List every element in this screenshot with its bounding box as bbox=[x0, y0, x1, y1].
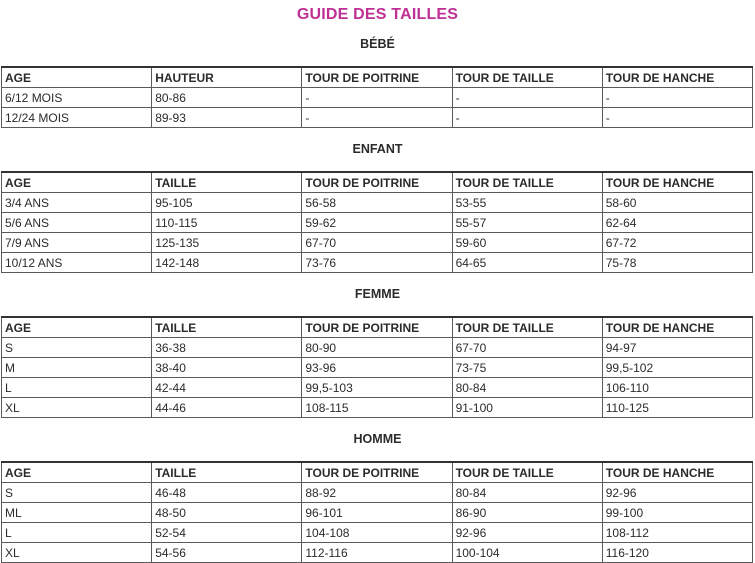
table-header-row bbox=[2, 462, 753, 483]
table-row bbox=[2, 543, 753, 563]
table-cell: 80-84 bbox=[452, 483, 602, 503]
table-cell: 99,5-102 bbox=[602, 358, 752, 378]
section-heading-femme: FEMME bbox=[354, 287, 401, 301]
table-cell: 94-97 bbox=[602, 338, 752, 358]
column-header: TOUR DE TAILLE bbox=[452, 317, 602, 338]
table-cell: 62-64 bbox=[602, 213, 752, 233]
table-cell: 6/12 MOIS bbox=[2, 88, 152, 108]
table-cell: 56-58 bbox=[302, 193, 452, 213]
table-cell: S bbox=[2, 483, 152, 503]
table-cell: 106-110 bbox=[602, 378, 752, 398]
table-cell: 80-86 bbox=[152, 88, 302, 108]
table-cell: 36-38 bbox=[152, 338, 302, 358]
table-cell: 3/4 ANS bbox=[2, 193, 152, 213]
column-header: TOUR DE HANCHE bbox=[602, 67, 752, 88]
table-cell: 42-44 bbox=[152, 378, 302, 398]
page-title: GUIDE DES TAILLES bbox=[296, 6, 459, 23]
table-cell: 7/9 ANS bbox=[2, 233, 152, 253]
table-cell: 58-60 bbox=[602, 193, 752, 213]
size-table-homme bbox=[1, 461, 753, 563]
table-cell: 73-75 bbox=[452, 358, 602, 378]
table-header-row bbox=[2, 67, 753, 88]
column-header: TOUR DE POITRINE bbox=[302, 67, 452, 88]
table-cell: 108-112 bbox=[602, 523, 752, 543]
table-cell: - bbox=[302, 88, 452, 108]
column-header: TOUR DE TAILLE bbox=[452, 67, 602, 88]
table-cell: 95-105 bbox=[152, 193, 302, 213]
table-cell: 110-115 bbox=[152, 213, 302, 233]
table-cell: 80-90 bbox=[302, 338, 452, 358]
table-row bbox=[2, 503, 753, 523]
column-header: TOUR DE TAILLE bbox=[452, 462, 602, 483]
table-cell: 99-100 bbox=[602, 503, 752, 523]
table-cell: 142-148 bbox=[152, 253, 302, 273]
column-header: TOUR DE HANCHE bbox=[602, 317, 752, 338]
table-header-row bbox=[2, 317, 753, 338]
table-cell: 54-56 bbox=[152, 543, 302, 563]
table-cell: - bbox=[602, 88, 752, 108]
table-row bbox=[2, 233, 753, 253]
table-row bbox=[2, 378, 753, 398]
table-cell: 92-96 bbox=[452, 523, 602, 543]
table-cell: 99,5-103 bbox=[302, 378, 452, 398]
table-cell: 80-84 bbox=[452, 378, 602, 398]
table-cell: 96-101 bbox=[302, 503, 452, 523]
column-header: HAUTEUR bbox=[152, 67, 302, 88]
table-cell: S bbox=[2, 338, 152, 358]
table-cell: 100-104 bbox=[452, 543, 602, 563]
column-header: AGE bbox=[2, 67, 152, 88]
section-homme bbox=[0, 433, 755, 563]
size-guide-page bbox=[0, 6, 755, 560]
table-cell: - bbox=[302, 108, 452, 128]
table-row bbox=[2, 398, 753, 418]
table-row bbox=[2, 358, 753, 378]
table-row bbox=[2, 88, 753, 108]
table-row bbox=[2, 253, 753, 273]
table-row bbox=[2, 483, 753, 503]
table-cell: 59-62 bbox=[302, 213, 452, 233]
table-cell: XL bbox=[2, 543, 152, 563]
size-table-femme bbox=[1, 316, 753, 418]
column-header: TAILLE bbox=[152, 172, 302, 193]
table-cell: XL bbox=[2, 398, 152, 418]
column-header: AGE bbox=[2, 172, 152, 193]
section-heading-homme: HOMME bbox=[353, 432, 402, 446]
table-header-row bbox=[2, 172, 753, 193]
table-cell: 53-55 bbox=[452, 193, 602, 213]
table-cell: 108-115 bbox=[302, 398, 452, 418]
table-cell: - bbox=[452, 88, 602, 108]
table-cell: 44-46 bbox=[152, 398, 302, 418]
column-header: TOUR DE HANCHE bbox=[602, 172, 752, 193]
table-cell: 73-76 bbox=[302, 253, 452, 273]
column-header: AGE bbox=[2, 317, 152, 338]
size-table-bebe bbox=[1, 66, 753, 128]
table-cell: - bbox=[602, 108, 752, 128]
table-cell: 67-70 bbox=[302, 233, 452, 253]
column-header: AGE bbox=[2, 462, 152, 483]
table-cell: 110-125 bbox=[602, 398, 752, 418]
table-cell: 112-116 bbox=[302, 543, 452, 563]
column-header: TOUR DE POITRINE bbox=[302, 317, 452, 338]
table-cell: 86-90 bbox=[452, 503, 602, 523]
table-cell: 104-108 bbox=[302, 523, 452, 543]
table-cell: 88-92 bbox=[302, 483, 452, 503]
section-heading-enfant: ENFANT bbox=[352, 142, 403, 156]
column-header: TOUR DE POITRINE bbox=[302, 462, 452, 483]
section-enfant bbox=[0, 143, 755, 273]
table-row bbox=[2, 108, 753, 128]
table-cell: 10/12 ANS bbox=[2, 253, 152, 273]
table-cell: 116-120 bbox=[602, 543, 752, 563]
table-cell: ML bbox=[2, 503, 152, 523]
section-heading-bebe: BÉBÉ bbox=[360, 37, 395, 51]
table-cell: 52-54 bbox=[152, 523, 302, 543]
table-cell: 5/6 ANS bbox=[2, 213, 152, 233]
table-cell: L bbox=[2, 378, 152, 398]
table-cell: 55-57 bbox=[452, 213, 602, 233]
size-table-enfant bbox=[1, 171, 753, 273]
table-cell: 125-135 bbox=[152, 233, 302, 253]
table-cell: - bbox=[452, 108, 602, 128]
table-cell: 67-72 bbox=[602, 233, 752, 253]
table-row bbox=[2, 523, 753, 543]
table-cell: 67-70 bbox=[452, 338, 602, 358]
table-row bbox=[2, 193, 753, 213]
section-femme bbox=[0, 288, 755, 418]
column-header: TAILLE bbox=[152, 462, 302, 483]
column-header: TOUR DE TAILLE bbox=[452, 172, 602, 193]
table-cell: 46-48 bbox=[152, 483, 302, 503]
table-cell: 91-100 bbox=[452, 398, 602, 418]
table-cell: 12/24 MOIS bbox=[2, 108, 152, 128]
table-cell: 38-40 bbox=[152, 358, 302, 378]
table-cell: 48-50 bbox=[152, 503, 302, 523]
table-cell: 59-60 bbox=[452, 233, 602, 253]
column-header: TAILLE bbox=[152, 317, 302, 338]
table-cell: 89-93 bbox=[152, 108, 302, 128]
column-header: TOUR DE POITRINE bbox=[302, 172, 452, 193]
table-cell: M bbox=[2, 358, 152, 378]
table-cell: 64-65 bbox=[452, 253, 602, 273]
column-header: TOUR DE HANCHE bbox=[602, 462, 752, 483]
table-cell: L bbox=[2, 523, 152, 543]
table-cell: 93-96 bbox=[302, 358, 452, 378]
table-cell: 75-78 bbox=[602, 253, 752, 273]
section-bebe bbox=[0, 38, 755, 128]
table-cell: 92-96 bbox=[602, 483, 752, 503]
table-row bbox=[2, 338, 753, 358]
table-row bbox=[2, 213, 753, 233]
